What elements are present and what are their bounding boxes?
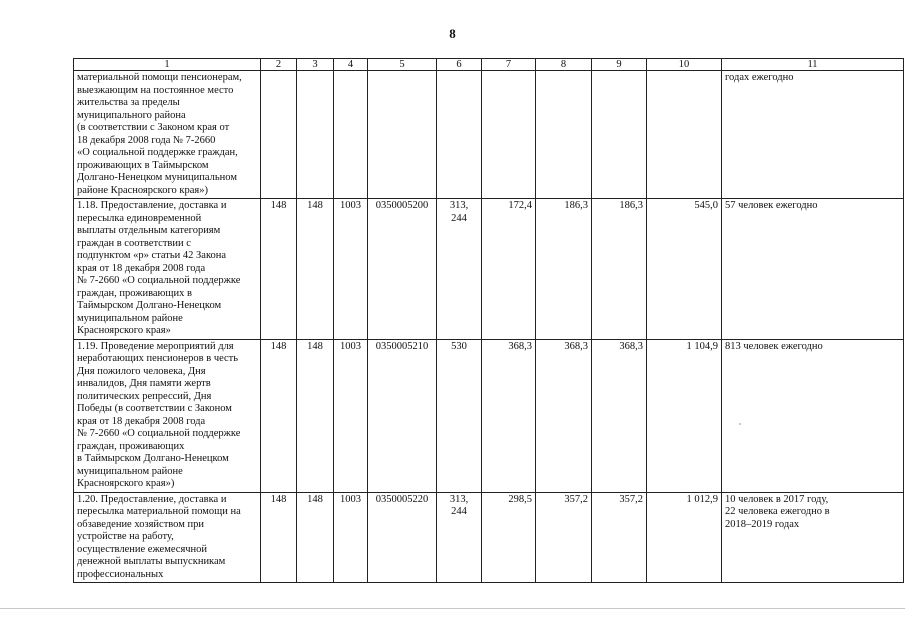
cell-col5: 0350005220 xyxy=(368,492,437,583)
table-row xyxy=(74,71,904,199)
note-text: 57 человек ежегодно xyxy=(725,200,818,211)
cell-note xyxy=(722,199,904,340)
description-text: 1.19. Проведение мероприятий для неработающих пенсионеров в честь Дня пожилого человека, Дня инвалидов, Дня памяти жертв политических репрессий, Дня Победы (в соответствии с Законом края от 18 декабря 2008 года № 7-2660 «О социальной поддержке граждан, проживающих в Таймырском Долгано-Ненецком муниципальном районе Красноярского края») xyxy=(77,340,241,489)
table-row xyxy=(74,199,904,340)
page-number: 8 xyxy=(449,26,456,41)
header-row xyxy=(74,59,904,71)
cell-col5: 0350005200 xyxy=(368,199,437,340)
scan-speck xyxy=(739,423,741,425)
note-text: 10 человек в 2017 году, 22 человека ежегодно в 2018–2019 годах xyxy=(725,493,830,530)
cell-col2 xyxy=(261,71,297,199)
scan-artifact-line xyxy=(0,608,905,609)
cell-col5: 0350005210 xyxy=(368,339,437,492)
description-text: 1.18. Предоставление, доставка и пересылка единовременной выплаты отдельным категориям граждан в соответствии с подпунктом «р» статьи 42 Закона края от 18 декабря 2008 года № 7-2660 «О социальной поддержке граждан, проживающих в Таймырском Долгано-Ненецком муниципальном районе Красноярского края» xyxy=(77,200,241,336)
cell-col9 xyxy=(592,71,647,199)
header-cell-5: 5 xyxy=(368,59,437,71)
cell-col3: 148 xyxy=(297,492,334,583)
budget-table xyxy=(73,58,904,583)
cell-col8: 368,3 xyxy=(536,339,592,492)
cell-col3 xyxy=(297,71,334,199)
cell-col10: 1 104,9 xyxy=(647,339,722,492)
cell-col6-text: 313, 244 xyxy=(449,200,469,224)
cell-col4: 1003 xyxy=(334,339,368,492)
cell-col6-text: 313, 244 xyxy=(449,493,469,517)
cell-col4: 1003 xyxy=(334,492,368,583)
cell-col6 xyxy=(437,199,482,340)
cell-col6: 530 xyxy=(437,339,482,492)
cell-col2: 148 xyxy=(261,199,297,340)
cell-col8: 357,2 xyxy=(536,492,592,583)
cell-note xyxy=(722,492,904,583)
header-cell-11: 11 xyxy=(722,59,904,71)
header-cell-1: 1 xyxy=(74,59,261,71)
cell-col9: 186,3 xyxy=(592,199,647,340)
cell-col8 xyxy=(536,71,592,199)
cell-col7: 172,4 xyxy=(482,199,536,340)
row-description xyxy=(74,71,261,199)
row-description xyxy=(74,492,261,583)
cell-col4 xyxy=(334,71,368,199)
header-cell-4: 4 xyxy=(334,59,368,71)
cell-col9: 368,3 xyxy=(592,339,647,492)
header-cell-6: 6 xyxy=(437,59,482,71)
cell-col8: 186,3 xyxy=(536,199,592,340)
cell-col7: 298,5 xyxy=(482,492,536,583)
table-row xyxy=(74,492,904,583)
cell-col10: 1 012,9 xyxy=(647,492,722,583)
description-text: материальной помощи пенсионерам, выезжающим на постоянное место жительства за пределы муниципального района (в соответствии с Законом края от 18 декабря 2008 года № 7-2660 «О социальной поддержке граждан, проживающих в Таймырском Долгано-Ненецком муниципальном районе Красноярского края») xyxy=(77,72,242,196)
cell-col4: 1003 xyxy=(334,199,368,340)
cell-col10: 545,0 xyxy=(647,199,722,340)
cell-col3: 148 xyxy=(297,199,334,340)
row-description xyxy=(74,339,261,492)
header-cell-7: 7 xyxy=(482,59,536,71)
cell-col2: 148 xyxy=(261,492,297,583)
cell-col7 xyxy=(482,71,536,199)
cell-col3: 148 xyxy=(297,339,334,492)
cell-col6 xyxy=(437,492,482,583)
cell-col5 xyxy=(368,71,437,199)
cell-note xyxy=(722,71,904,199)
cell-col6 xyxy=(437,71,482,199)
cell-col10 xyxy=(647,71,722,199)
note-text: годах ежегодно xyxy=(725,72,794,83)
header-cell-8: 8 xyxy=(536,59,592,71)
note-text: 813 человек ежегодно xyxy=(725,340,823,352)
table-row xyxy=(74,339,904,492)
cell-col9: 357,2 xyxy=(592,492,647,583)
header-cell-10: 10 xyxy=(647,59,722,71)
header-cell-2: 2 xyxy=(261,59,297,71)
header-cell-3: 3 xyxy=(297,59,334,71)
cell-col7: 368,3 xyxy=(482,339,536,492)
header-cell-9: 9 xyxy=(592,59,647,71)
description-text: 1.20. Предоставление, доставка и пересылка материальной помощи на обзаведение хозяйством при устройстве на работу, осуществление ежемесячной денежной выплаты выпускникам профессиональных xyxy=(77,493,241,580)
row-description xyxy=(74,199,261,340)
cell-col2: 148 xyxy=(261,339,297,492)
cell-note xyxy=(722,339,904,492)
